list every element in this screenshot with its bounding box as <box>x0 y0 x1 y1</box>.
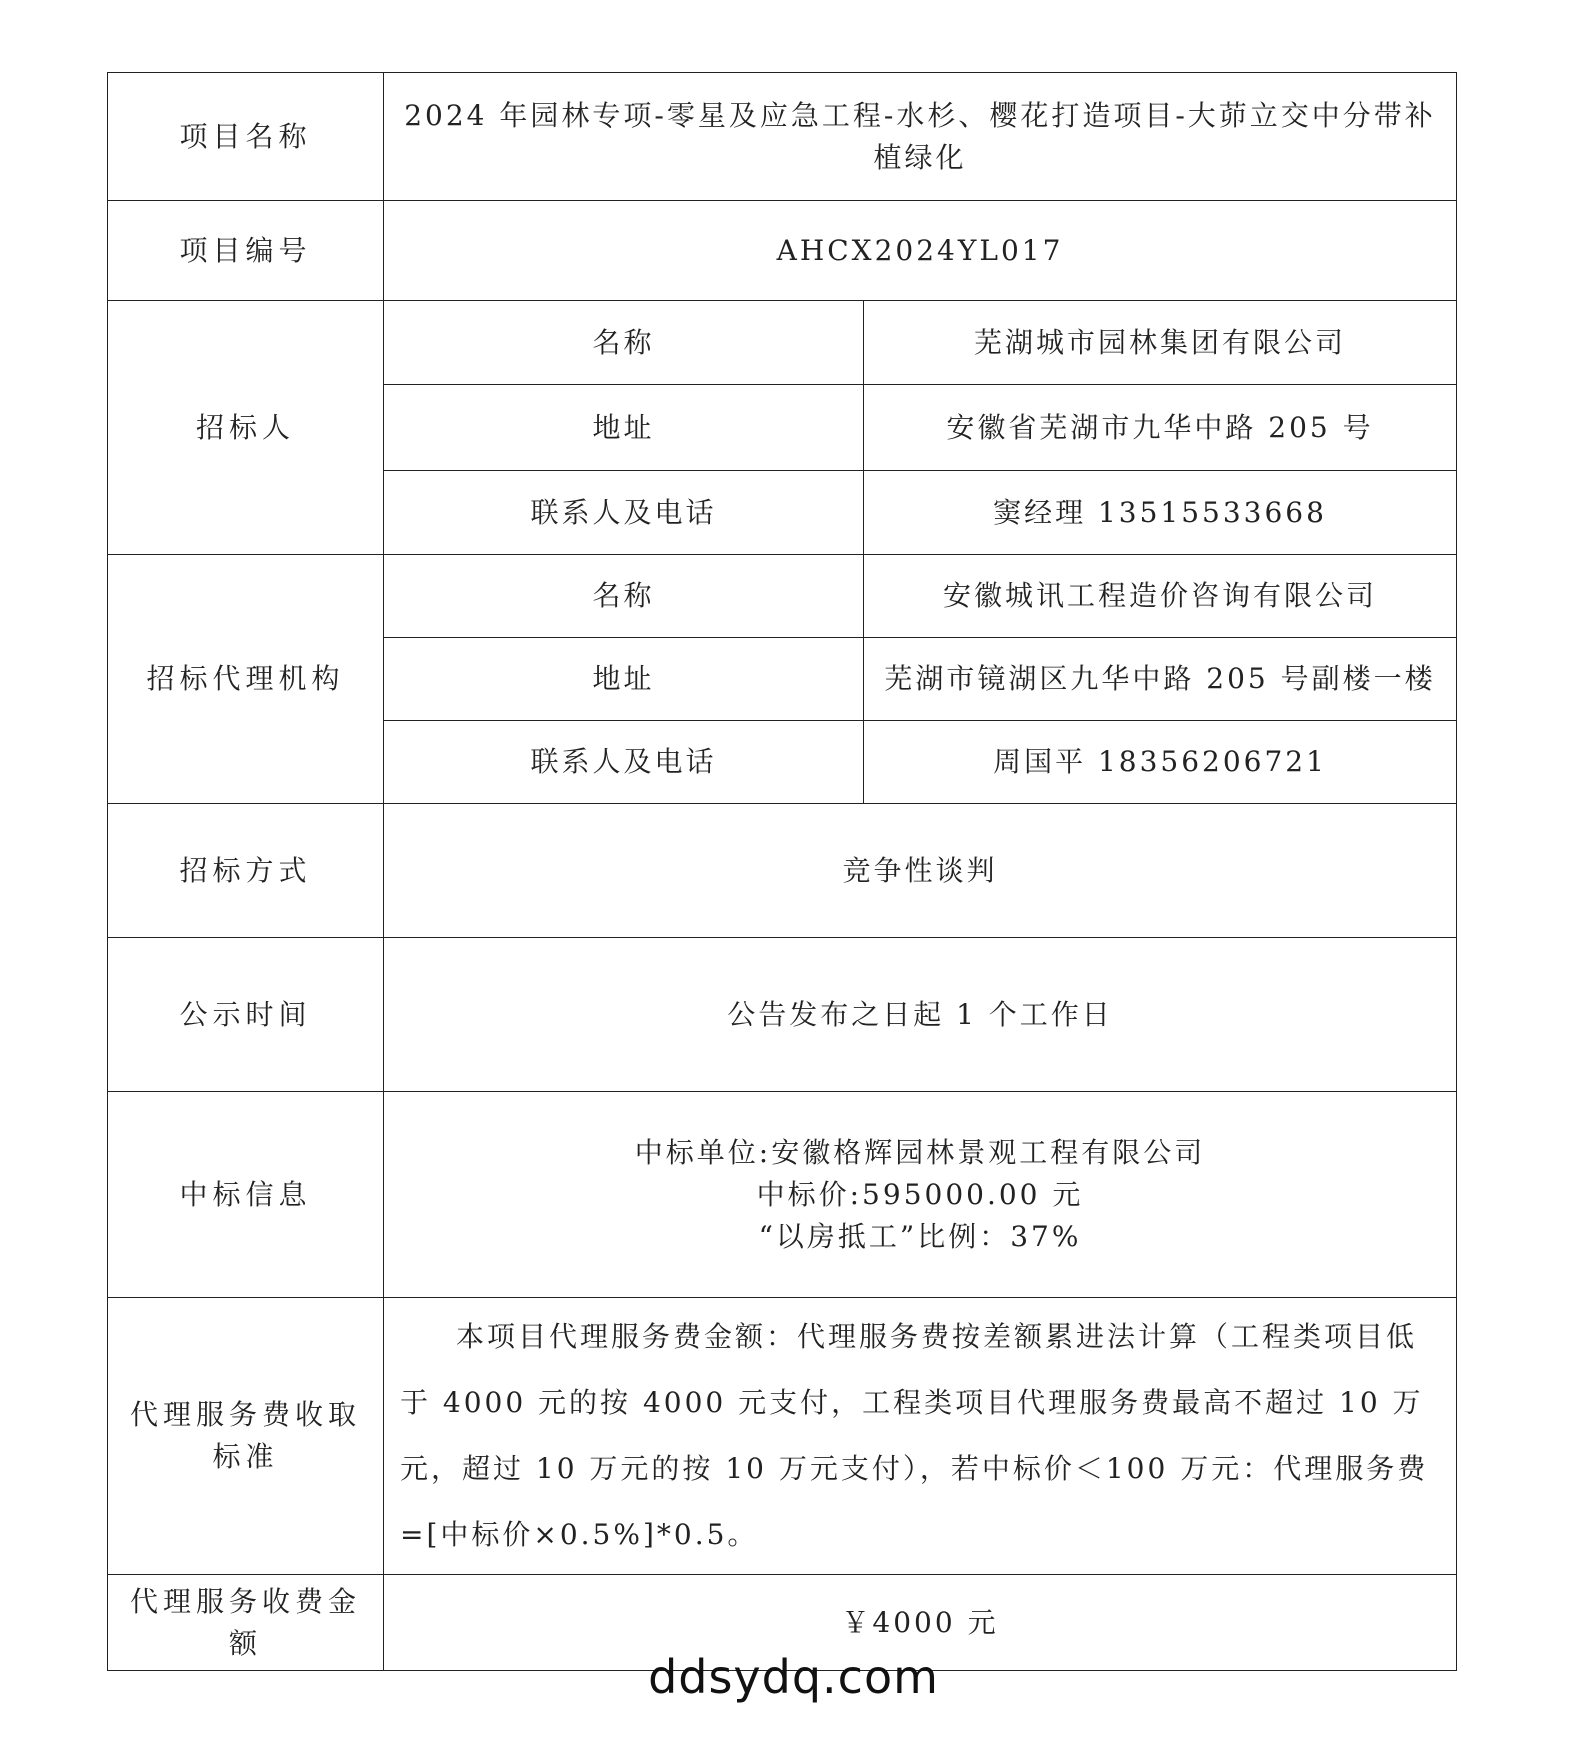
row-winner <box>108 1092 1457 1298</box>
agency-contact-value: 周国平 18356206721 <box>864 721 1457 804</box>
tenderer-name-value: 芜湖城市园林集团有限公司 <box>864 301 1457 385</box>
project-name-label: 项目名称 <box>108 73 384 201</box>
agency-label: 招标代理机构 <box>108 555 384 804</box>
winner-ratio: “以房抵工”比例：37% <box>758 1219 1082 1253</box>
winner-price: 中标价:595000.00 元 <box>756 1177 1084 1211</box>
agency-name-value: 安徽城讯工程造价咨询有限公司 <box>864 555 1457 638</box>
row-publicity <box>108 938 1457 1092</box>
agency-address-value: 芜湖市镜湖区九华中路 205 号副楼一楼 <box>864 638 1457 721</box>
project-number-label: 项目编号 <box>108 201 384 301</box>
row-tenderer-name <box>108 301 1457 385</box>
winner-info <box>384 1092 1457 1298</box>
publicity-value: 公告发布之日起 1 个工作日 <box>384 938 1457 1092</box>
agency-contact-label: 联系人及电话 <box>384 721 864 804</box>
fee-amount-label: 代理服务收费金额 <box>108 1575 384 1671</box>
agency-address-label: 地址 <box>384 638 864 721</box>
tenderer-contact-label: 联系人及电话 <box>384 471 864 555</box>
project-number-value: AHCX2024YL017 <box>384 201 1457 301</box>
winner-label: 中标信息 <box>108 1092 384 1298</box>
row-method <box>108 804 1457 938</box>
fee-standard-label: 代理服务费收取标准 <box>108 1298 384 1575</box>
tenderer-address-value: 安徽省芜湖市九华中路 205 号 <box>864 385 1457 471</box>
tenderer-name-label: 名称 <box>384 301 864 385</box>
winner-company: 中标单位:安徽格辉园林景观工程有限公司 <box>634 1135 1206 1169</box>
method-label: 招标方式 <box>108 804 384 938</box>
fee-standard-text: 本项目代理服务费金额：代理服务费按差额累进法计算（工程类项目低于 4000 元的按 4000 元支付，工程类项目代理服务费最高不超过 10 万元，超过 10 万元的按 10 万元支付），若中标价＜100 万元：代理服务费=[中标价×0.5%]*0.5。 <box>384 1298 1457 1575</box>
row-project-name <box>108 73 1457 201</box>
tenderer-address-label: 地址 <box>384 385 864 471</box>
fee-amount-value: ￥4000 元 <box>384 1575 1457 1671</box>
row-project-number <box>108 201 1457 301</box>
tenderer-label: 招标人 <box>108 301 384 555</box>
row-fee-standard <box>108 1298 1457 1575</box>
watermark-text: ddsydq.com <box>648 1650 939 1704</box>
method-value: 竞争性谈判 <box>384 804 1457 938</box>
publicity-label: 公示时间 <box>108 938 384 1092</box>
notice-table <box>107 72 1457 1671</box>
row-agency-name <box>108 555 1457 638</box>
agency-name-label: 名称 <box>384 555 864 638</box>
tenderer-contact-value: 窦经理 13515533668 <box>864 471 1457 555</box>
project-name-value: 2024 年园林专项-零星及应急工程-水杉、樱花打造项目-大茆立交中分带补植绿化 <box>384 73 1457 201</box>
